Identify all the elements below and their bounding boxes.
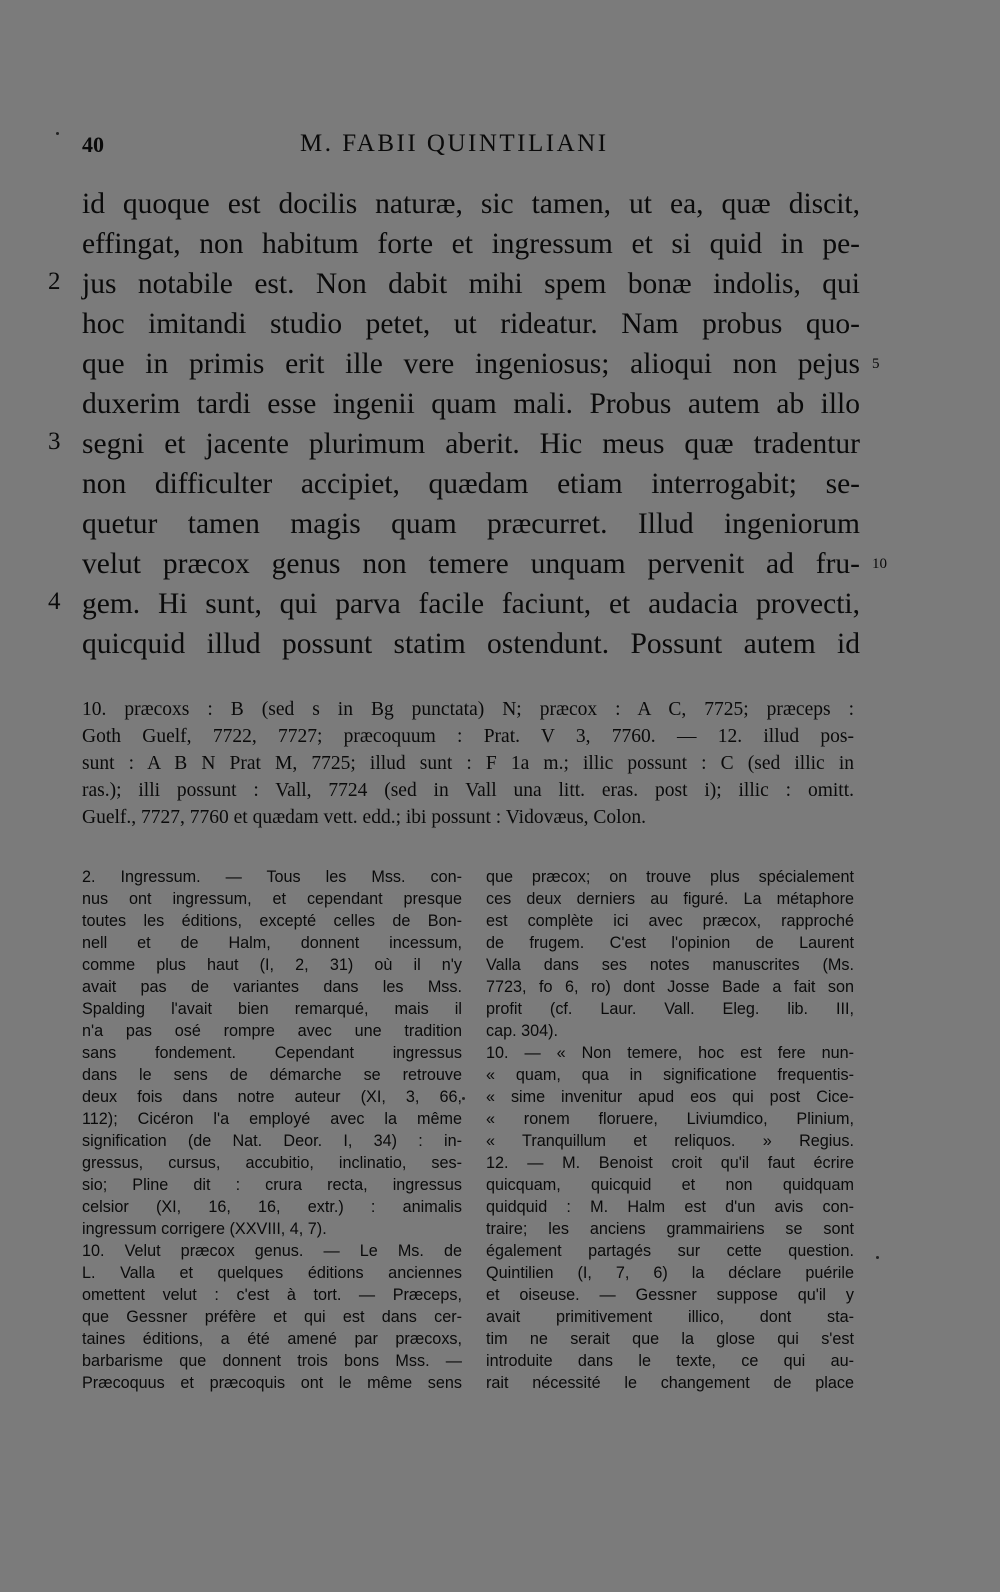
main-text-line: duxerim tardi esse ingenii quam mali. Probus autem ab illo	[82, 388, 860, 420]
note-line: 112); Cicéron l'a employé avec la même	[82, 1110, 462, 1128]
note-line: quicquam, quicquid et non quidquam	[486, 1176, 854, 1194]
note-line: cap. 304).	[486, 1022, 558, 1040]
note-line: ces deux derniers au figuré. La métaphore	[486, 890, 854, 908]
main-text-line: gem. Hi sunt, qui parva facile faciunt, et audacia provecti,	[82, 588, 860, 620]
main-text-line: jus notabile est. Non dabit mihi spem bonæ indolis, qui	[82, 268, 860, 300]
note-line: tim ne serait que la glose qui s'est	[486, 1330, 854, 1348]
note-line: 2. Ingressum. — Tous les Mss. con-	[82, 868, 462, 886]
note-line: ingressum corrigere (XXVIII, 4, 7).	[82, 1220, 327, 1238]
note-line: « ronem floruere, Liviumdico, Plinium,	[486, 1110, 854, 1128]
note-line: signification (de Nat. Deor. I, 34) : in-	[82, 1132, 462, 1150]
note-line: sans fondement. Cependant ingressus	[82, 1044, 462, 1062]
note-line: sio; Pline dit : crura recta, ingressus	[82, 1176, 462, 1194]
variant-line: 10. præcoxs : B (sed s in Bg punctata) N; præcox : A C, 7725; præceps :	[82, 699, 854, 720]
section-number: 4	[48, 588, 61, 615]
variant-line: sunt : A B N Prat M, 7725; illud sunt : F 1a m.; illic possunt : C (sed illic in	[82, 753, 854, 774]
note-line: 12. — M. Benoist croit qu'il faut écrire	[486, 1154, 854, 1172]
main-text-line: quicquid illud possunt statim ostendunt. Possunt autem id	[82, 628, 860, 660]
section-number: 2	[48, 268, 61, 295]
note-line: celsior (XI, 16, 16, extr.) : animalis	[82, 1198, 462, 1216]
main-text-line: velut præcox genus non temere unquam pervenit ad fru-	[82, 548, 860, 580]
note-line: Præcoquus et præcoquis ont le même sens	[82, 1374, 462, 1392]
line-number: 10	[872, 556, 887, 572]
note-line: traire; les anciens grammairiens se sont	[486, 1220, 854, 1238]
note-line: rait nécessité le changement de place	[486, 1374, 854, 1392]
note-line: dans le sens de démarche se retrouve	[82, 1066, 462, 1084]
note-line: 7723, fo 6, ro) dont Josse Bade a fait son	[486, 978, 854, 996]
main-text-line: que in primis erit ille vere ingeniosus; alioqui non pejus	[82, 348, 860, 380]
note-line: omettent velut : c'est à tort. — Præceps,	[82, 1286, 462, 1304]
main-text-line: hoc imitandi studio petet, ut rideatur. Nam probus quo-	[82, 308, 860, 340]
note-line: quidquid : M. Halm est d'un avis con-	[486, 1198, 854, 1216]
variant-line: Goth Guelf, 7722, 7727; præcoquum : Prat. V 3, 7760. — 12. illud pos-	[82, 726, 854, 747]
note-line: Valla dans ses notes manuscrites (Ms.	[486, 956, 854, 974]
note-line: introduite dans le texte, ce qui au-	[486, 1352, 854, 1370]
scan-speck	[56, 132, 59, 135]
page-number: 40	[82, 132, 104, 157]
running-head: M. FABII QUINTILIANI	[300, 130, 609, 157]
note-line: « Tranquillum et reliquos. » Regius.	[486, 1132, 854, 1150]
note-line: n'a pas osé rompre avec une tradition	[82, 1022, 462, 1040]
note-line: nell et de Halm, donnent incessum,	[82, 934, 462, 952]
note-line: « sime invenitur apud eos qui post Cice-	[486, 1088, 854, 1106]
line-number: 5	[872, 356, 880, 372]
note-line: également partagés sur cette question.	[486, 1242, 854, 1260]
note-line: gressus, cursus, accubitio, inclinatio, ses-	[82, 1154, 462, 1172]
note-line: toutes les éditions, excepté celles de Bon-	[82, 912, 462, 930]
note-line: profit (cf. Laur. Vall. Eleg. lib. III,	[486, 1000, 854, 1018]
note-line: barbarisme que donnent trois bons Mss. —	[82, 1352, 462, 1370]
note-line: nus ont ingressum, et cependant presque	[82, 890, 462, 908]
note-line: deux fois dans notre auteur (XI, 3, 66,	[82, 1088, 462, 1106]
scan-speck	[462, 1097, 465, 1100]
note-line: taines éditions, a été amené par præcoxs,	[82, 1330, 462, 1348]
scan-speck	[876, 1256, 879, 1259]
note-line: est complète ici avec præcox, rapproché	[486, 912, 854, 930]
note-line: comme plus haut (I, 2, 31) où il n'y	[82, 956, 462, 974]
section-number: 3	[48, 428, 61, 455]
note-line: « quam, qua in significatione frequentis-	[486, 1066, 854, 1084]
variant-line: ras.); illi possunt : Vall, 7724 (sed in Vall una litt. eras. post i); illic : omitt.	[82, 780, 854, 801]
main-text-line: segni et jacente plurimum aberit. Hic meus quæ tradentur	[82, 428, 860, 460]
note-line: L. Valla et quelques éditions anciennes	[82, 1264, 462, 1282]
note-line: avait pas de variantes dans les Mss.	[82, 978, 462, 996]
note-line: que Gessner préfère et qui est dans cer-	[82, 1308, 462, 1326]
note-line: que præcox; on trouve plus spécialement	[486, 868, 854, 886]
note-line: et oiseuse. — Gessner suppose qu'il y	[486, 1286, 854, 1304]
note-line: Quintilien (I, 7, 6) la déclare puérile	[486, 1264, 854, 1282]
note-line: Spalding l'avait bien remarqué, mais il	[82, 1000, 462, 1018]
note-line: avait primitivement illico, dont sta-	[486, 1308, 854, 1326]
note-line: 10. — « Non temere, hoc est fere nun-	[486, 1044, 854, 1062]
main-text-line: non difficulter accipiet, quædam etiam interrogabit; se-	[82, 468, 860, 500]
variant-line: Guelf., 7727, 7760 et quædam vett. edd.; ibi possunt : Vidovæus, Colon.	[82, 807, 646, 828]
note-line: de frugem. C'est l'opinion de Laurent	[486, 934, 854, 952]
main-text-line: effingat, non habitum forte et ingressum et si quid in pe-	[82, 228, 860, 260]
main-text-line: quetur tamen magis quam præcurret. Illud ingeniorum	[82, 508, 860, 540]
note-line: 10. Velut præcox genus. — Le Ms. de	[82, 1242, 462, 1260]
main-text-line: id quoque est docilis naturæ, sic tamen, ut ea, quæ discit,	[82, 188, 860, 220]
